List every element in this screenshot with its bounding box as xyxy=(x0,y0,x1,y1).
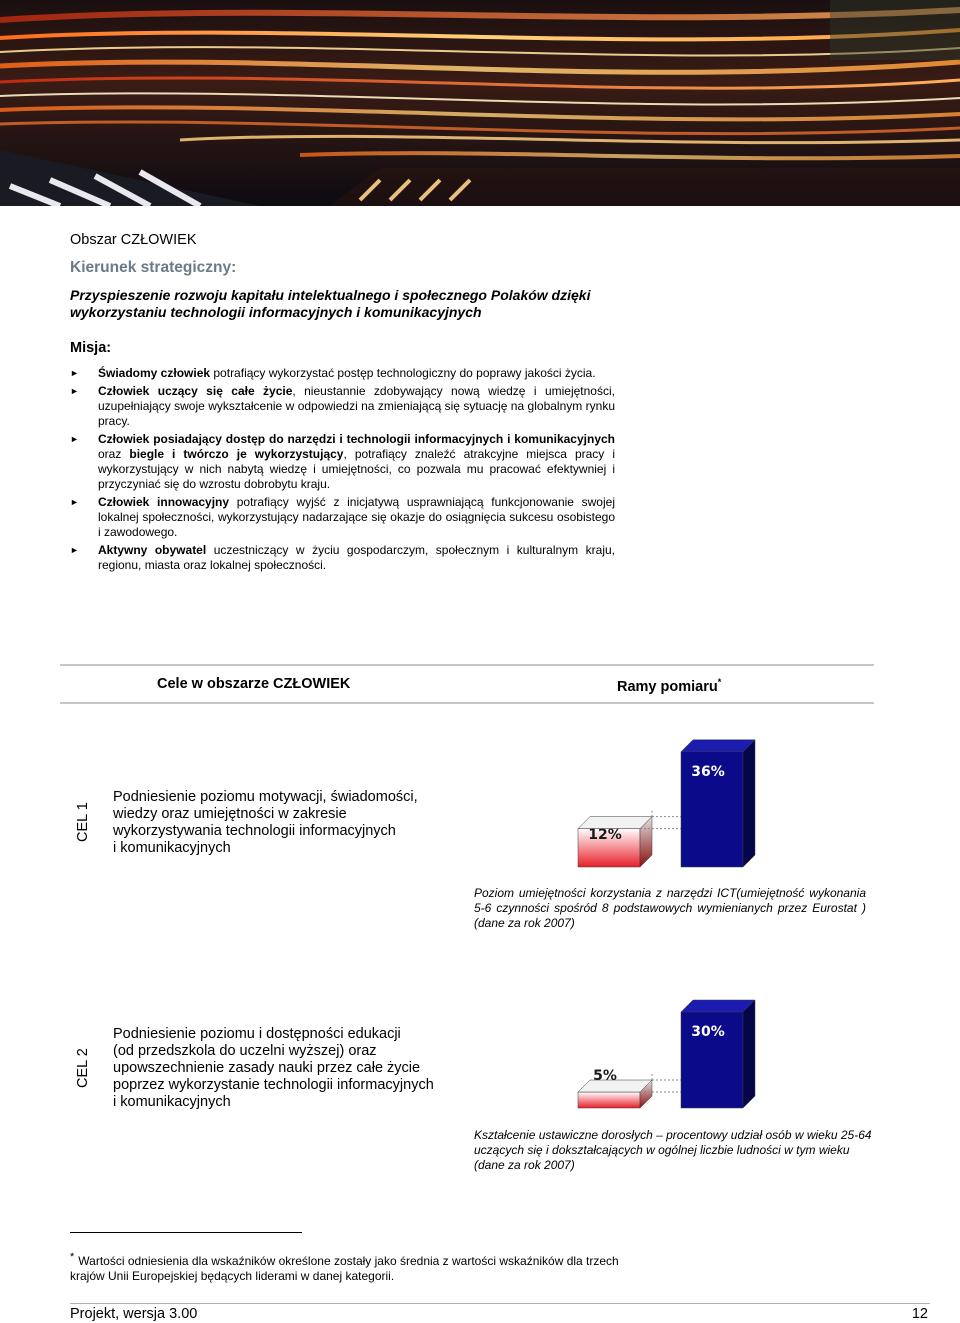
goal-2-line: i komunikacyjnych xyxy=(113,1094,231,1110)
goal-1-line: wykorzystywania technologii informacyjnych xyxy=(113,823,396,839)
goal-1-measure-caption: Poziom umiejętności korzystania z narzędzi ICT(umiejętność wykonania 5-6 czynności spośród 8 podstawowych wymienianych przez Eurostat ) (dane za rok 2007) xyxy=(474,886,866,930)
mission-item xyxy=(70,495,615,540)
target-value-label: 30% xyxy=(691,1024,725,1040)
goal-2-label: CEL 2 xyxy=(75,1048,91,1088)
footer-rule xyxy=(70,1303,930,1304)
goal-2-line: upowszechnienie zasady nauki przez całe życie xyxy=(113,1060,421,1076)
goal-1-line: Podniesienie poziomu motywacji, świadomości, xyxy=(113,789,418,805)
mission-item-emphasis: biegle i twórczo je wykorzystujący xyxy=(129,447,344,461)
bullet-arrow-icon: ► xyxy=(70,368,79,378)
mission-item-text: uczestniczący w życiu gospodarczym, społecznym i kulturalnym kraju, regionu, miasta oraz lokalnej społeczności. xyxy=(98,543,615,572)
bullet-arrow-icon: ► xyxy=(70,386,79,396)
header-photo xyxy=(0,0,960,206)
target-value-bar xyxy=(681,740,755,867)
goal-1-line: wiedzy oraz umiejętności w zakresie xyxy=(113,806,347,822)
goal-2-chart xyxy=(570,966,770,1116)
current-value-label: 12% xyxy=(588,827,622,843)
page-number: 12 xyxy=(911,1306,928,1322)
strategic-direction-text: Przyspieszenie rozwoju kapitału intelektualnego i społecznego Polaków dzięki wykorzystaniu technologii informacyjnych i komunikacyjnych xyxy=(70,287,591,320)
mission-item-text: oraz xyxy=(98,447,130,461)
footnote-text: Wartości odniesienia dla wskaźników określone zostały jako średnia z wartości wskaźników dla trzech krajów Unii Europejskiej będących liderami w danej kategorii. xyxy=(70,1254,619,1283)
column-header-measurement-label: Ramy pomiaru xyxy=(617,679,718,695)
footnote-rule xyxy=(70,1232,302,1233)
goal-1-text xyxy=(113,789,453,857)
goal-1-label: CEL 1 xyxy=(75,802,91,842)
goal-1-chart xyxy=(570,725,770,875)
mission-item-emphasis: Człowiek innowacyjny xyxy=(98,495,230,509)
area-label: Obszar CZŁOWIEK xyxy=(70,232,197,248)
goal-2-line: poprzez wykorzystanie technologii informacyjnych xyxy=(113,1077,434,1093)
footnote-reference-mark: * xyxy=(717,677,722,687)
strategic-direction-heading: Kierunek strategiczny: xyxy=(70,259,237,276)
current-value-bar xyxy=(578,1080,652,1108)
mission-item-emphasis: Człowiek uczący się całe życie xyxy=(98,384,293,398)
table-top-rule xyxy=(60,664,874,666)
mission-item-emphasis: Świadomy człowiek xyxy=(98,366,211,380)
mission-item-text: , potrafiący znaleźć atrakcyjne miejsca pracy i wykorzystujący w nich nabytą wiedzę i umiejętności, co pozwala mu pracować efektywniej i przyczyniać się do wzrostu dobrobytu kraju. xyxy=(98,447,615,491)
mission-item xyxy=(70,543,615,573)
mission-list xyxy=(70,366,615,576)
bullet-arrow-icon: ► xyxy=(70,545,79,555)
target-value-bar xyxy=(681,1000,755,1108)
goal-2-text xyxy=(113,1026,453,1111)
goal-2-measure-caption: Kształcenie ustawiczne dorosłych – procentowy udział osób w wieku 25-64 uczących się i dokształcających w ogólnej liczbie ludności w tym wieku (dane za rok 2007) xyxy=(474,1128,872,1172)
footnote-mark: * xyxy=(70,1251,75,1263)
mission-item-text: potrafiący wyjść z inicjatywą usprawniającą funkcjonowanie swojej lokalnej społeczności, wykorzystujący nadarzające się okazje do osiągnięcia sukcesu osobistego i zawodowego. xyxy=(98,495,615,539)
light-trails-image xyxy=(0,0,960,206)
mission-item-emphasis: Aktywny obywatel xyxy=(98,543,207,557)
column-header-goals: Cele w obszarze CZŁOWIEK xyxy=(157,676,351,692)
goal-2-line: Podniesienie poziomu i dostępności edukacji xyxy=(113,1026,401,1042)
mission-item xyxy=(70,384,615,429)
bullet-arrow-icon: ► xyxy=(70,434,79,444)
mission-item xyxy=(70,366,615,381)
bullet-arrow-icon: ► xyxy=(70,497,79,507)
mission-item-text: , nieustannie zdobywający nową wiedzę i umiejętności, uzupełniający swoje wykształcenie w odpowiedzi na zmieniającą się sytuację na globalnym rynku pracy. xyxy=(98,384,615,428)
footer-version: Projekt, wersja 3.00 xyxy=(70,1306,198,1322)
target-value-label: 36% xyxy=(691,763,725,780)
mission-heading: Misja: xyxy=(70,340,112,356)
goal-2-line: (od przedszkola do uczelni wyższej) oraz xyxy=(113,1043,377,1059)
column-header-measurement xyxy=(617,677,721,695)
current-value-label: 5% xyxy=(593,1068,617,1084)
mission-item-emphasis: Człowiek posiadający dostęp do narzędzi i technologii informacyjnych i komunikacyjnych xyxy=(98,432,615,446)
table-header-rule xyxy=(60,702,874,704)
mission-item-text: potrafiący wykorzystać postęp technologiczny do poprawy jakości życia. xyxy=(210,366,596,380)
goal-1-line: i komunikacyjnych xyxy=(113,840,231,856)
footnote xyxy=(70,1250,630,1284)
mission-item xyxy=(70,432,615,492)
